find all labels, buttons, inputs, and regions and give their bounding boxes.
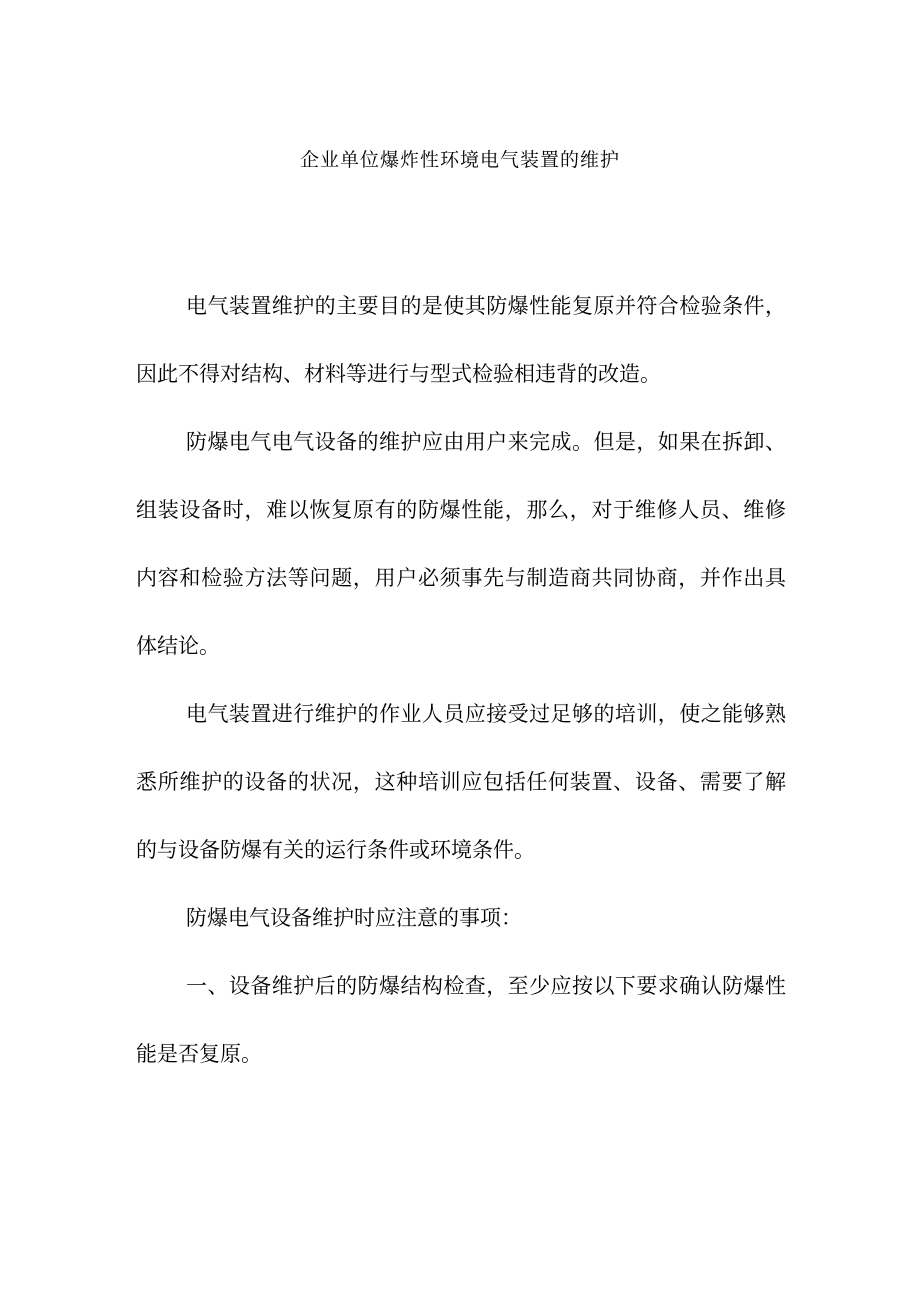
paragraph-precautions-heading: 防爆电气设备维护时应注意的事项： xyxy=(186,906,522,930)
paragraph-user-maintenance: 防爆电气电气设备的维护应由用户来完成。但是，如果在拆卸、组装设备时，难以恢复原有的防爆性能，那么，对于维修人员、维修内容和检验方法等问题，用户必须事先与制造商共同协商，并作出具体结论。 xyxy=(136,430,786,658)
document-body xyxy=(136,272,786,1088)
document-title: 企业单位爆炸性环境电气装置的维护 xyxy=(299,149,620,171)
paragraph-maintenance-purpose: 电气装置维护的主要目的是使其防爆性能复原并符合检验条件，因此不得对结构、材料等进行与型式检验相违背的改造。 xyxy=(136,294,786,386)
paragraph-item-one: 一、设备维护后的防爆结构检查，至少应按以下要求确认防爆性能是否复原。 xyxy=(136,974,786,1066)
paragraph-staff-training: 电气装置进行维护的作业人员应接受过足够的培训，使之能够熟悉所维护的设备的状况，这种培训应包括任何装置、设备、需要了解的与设备防爆有关的运行条件或环境条件。 xyxy=(136,702,786,862)
